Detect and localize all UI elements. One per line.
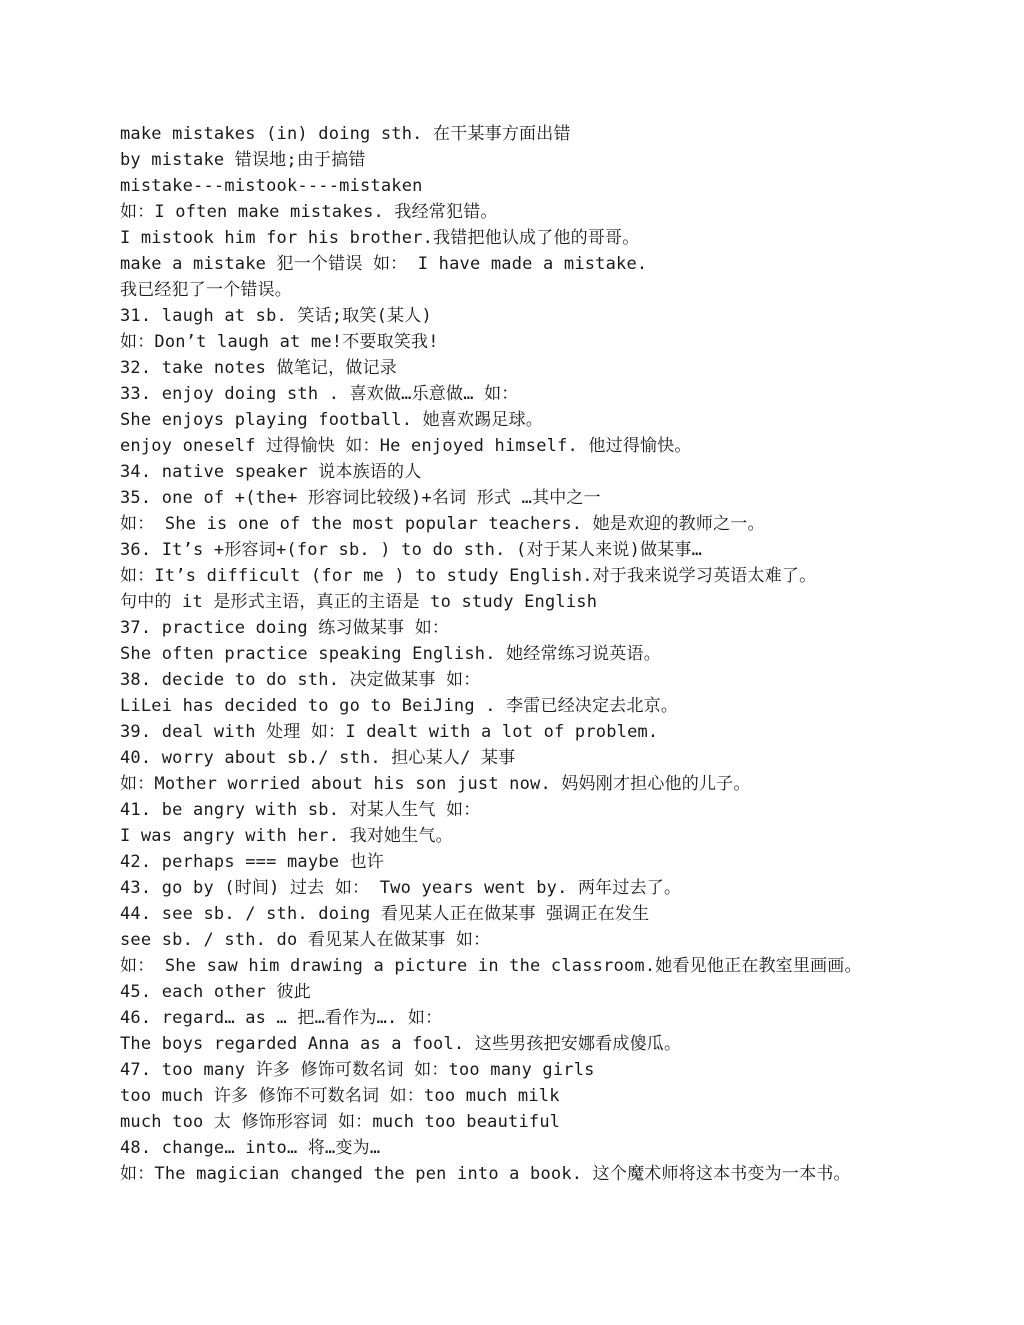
text-line: 如：I often make mistakes. 我经常犯错。 xyxy=(120,202,498,222)
item-41: 41. be angry with sb. 对某人生气 如： xyxy=(120,800,481,820)
document-page xyxy=(120,121,1000,1187)
text-line: I was angry with her. 我对她生气。 xyxy=(120,826,453,846)
text-line: make a mistake 犯一个错误 如： I have made a mistake. xyxy=(120,254,648,274)
text-line: LiLei has decided to go to BeiJing . 李雷已经决定去北京。 xyxy=(120,696,679,716)
text-line: 我已经犯了一个错误。 xyxy=(120,280,292,300)
text-line: 如：Mother worried about his son just now. 妈妈刚才担心他的儿子。 xyxy=(120,774,751,794)
text-line: too much 许多 修饰不可数名词 如：too much milk xyxy=(120,1086,560,1106)
item-31: 31. laugh at sb. 笑话;取笑(某人) xyxy=(120,306,432,326)
text-line: She often practice speaking English. 她经常练习说英语。 xyxy=(120,644,661,664)
text-line: by mistake 错误地;由于搞错 xyxy=(120,150,366,170)
item-39: 39. deal with 处理 如：I dealt with a lot of problem. xyxy=(120,722,659,742)
item-48: 48. change… into… 将…变为… xyxy=(120,1138,381,1158)
item-34: 34. native speaker 说本族语的人 xyxy=(120,462,422,482)
text-line: She enjoys playing football. 她喜欢踢足球。 xyxy=(120,410,544,430)
item-40: 40. worry about sb./ sth. 担心某人/ 某事 xyxy=(120,748,516,768)
item-37: 37. practice doing 练习做某事 如： xyxy=(120,618,450,638)
item-38: 38. decide to do sth. 决定做某事 如： xyxy=(120,670,481,690)
item-35: 35. one of +(the+ 形容词比较级)+名词 形式 …其中之一 xyxy=(120,488,601,508)
item-33: 33. enjoy doing sth . 喜欢做…乐意做… 如： xyxy=(120,384,519,404)
text-line: 如：Don’t laugh at me!不要取笑我! xyxy=(120,332,439,352)
item-45: 45. each other 彼此 xyxy=(120,982,311,1002)
text-line: see sb. / sth. do 看见某人在做某事 如： xyxy=(120,930,491,950)
text-line: make mistakes (in) doing sth. 在干某事方面出错 xyxy=(120,124,571,144)
item-43: 43. go by (时间) 过去 如： Two years went by. 两年过去了。 xyxy=(120,878,682,898)
text-line: The boys regarded Anna as a fool. 这些男孩把安娜看成傻瓜。 xyxy=(120,1034,682,1054)
text-line: enjoy oneself 过得愉快 如：He enjoyed himself. 他过得愉快。 xyxy=(120,436,692,456)
item-32: 32. take notes 做笔记，做记录 xyxy=(120,358,397,378)
item-42: 42. perhaps === maybe 也许 xyxy=(120,852,384,872)
item-44: 44. see sb. / sth. doing 看见某人正在做某事 强调正在发生 xyxy=(120,904,650,924)
text-line: much too 太 修饰形容词 如：much too beautiful xyxy=(120,1112,561,1132)
item-46: 46. regard… as … 把…看作为…. 如： xyxy=(120,1008,443,1028)
text-line: mistake---mistook----mistaken xyxy=(120,176,423,196)
text-line: 如：It’s difficult (for me ) to study English.对于我来说学习英语太难了。 xyxy=(120,566,817,586)
text-line: 如： She is one of the most popular teachers. 她是欢迎的教师之一。 xyxy=(120,514,765,534)
item-36: 36. It’s +形容词+(for sb. ) to do sth. (对于某人来说)做某事… xyxy=(120,540,703,560)
text-line: I mistook him for his brother.我错把他认成了他的哥哥。 xyxy=(120,228,640,248)
item-47: 47. too many 许多 修饰可数名词 如：too many girls xyxy=(120,1060,595,1080)
text-line: 句中的 it 是形式主语，真正的主语是 to study English xyxy=(120,592,598,612)
text-line: 如： She saw him drawing a picture in the classroom.她看见他正在教室里画画。 xyxy=(120,956,862,976)
text-line: 如：The magician changed the pen into a book. 这个魔术师将这本书变为一本书。 xyxy=(120,1164,851,1184)
